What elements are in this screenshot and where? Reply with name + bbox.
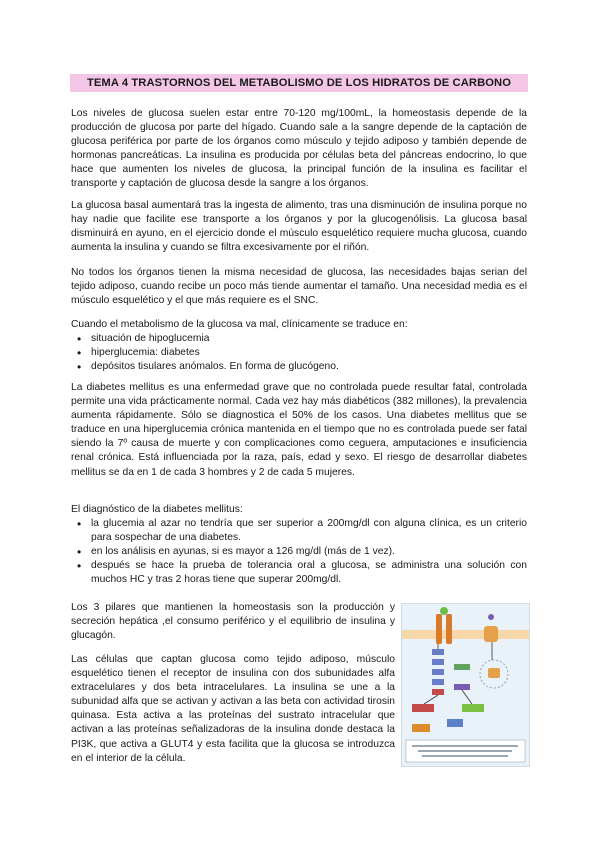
section-insulin-receptor [71, 653, 395, 766]
section-basal-glucose [71, 199, 527, 255]
list-item: • depósitos tisulares anómalos. En forma de glucógeno. [71, 360, 527, 374]
paragraph-6: El diagnóstico de la diabetes mellitus: [71, 504, 243, 515]
section-diabetes [71, 381, 527, 480]
paragraph-2: La glucosa basal aumentará tras la ingesta de alimento, tras una disminución de insulina porque no hay nadie que facilite ese transporte a los órganos y por la glucogenólisis. La glucosa basal disminuirá en ayuno, en el ejercicio donde el músculo esquelético requiere mucha glucosa, cuando aumenta la insulina y cuando se filtra excesivamente por el riñón. [71, 200, 527, 254]
list-item: • después se hace la prueba de tolerancia oral a glucosa, se administra una solución con muchos HC y tras 2 horas tiene que superar 200mg/dl. [71, 559, 527, 587]
section-clinical [71, 318, 527, 374]
section-organ-needs [71, 266, 527, 308]
section-diagnosis [71, 503, 527, 588]
insulin-pathway-diagram [402, 604, 529, 766]
list-item: • situación de hipoglucemia [71, 332, 527, 346]
page-title: TEMA 4 TRASTORNOS DEL METABOLISMO DE LOS HIDRATOS DE CARBONO [70, 74, 528, 92]
paragraph-3: No todos los órganos tienen la misma necesidad de glucosa, las necesidades bajas serian del tejido adiposo, cuando recibe un poco más tiende aumentar el tamaño. Una necesidad media es el músculo esquelético y el que más requiere es el SNC. [71, 267, 527, 307]
clinical-list [71, 332, 527, 374]
diagnosis-list [71, 517, 527, 587]
paragraph-7: Los 3 pilares que mantienen la homeostasis son la producción y secreción hepática ,el consumo periférico y el equilibrio de insulina y glucagón. [71, 602, 395, 642]
list-item: • en los análisis en ayunas, si es mayor a 126 mg/dl (más de 1 vez). [71, 545, 527, 559]
list-item: • hiperglucemia: diabetes [71, 346, 527, 360]
list-item: • la glucemia al azar no tendría que ser superior a 200mg/dl con alguna clínica, es un criterio para sospechar de una diabetes. [71, 517, 527, 545]
paragraph-1: Los niveles de glucosa suelen estar entre 70-120 mg/100mL, la homeostasis depende de la producción de glucosa por parte del hígado. Cuando sale a la sangre depende de la captación de glucosa periférica por parte de los órganos como músculo y tejido adiposo y también depende de hormonas pancreáticas. La insulina es producida por células beta del páncreas endocrino, lo que hace que aumenten los niveles de glucosa, la principal función de la insulina es facilitar el transporte y captación de glucosa desde la sangre a los órganos. [71, 108, 527, 190]
section-pillars [71, 601, 395, 643]
paragraph-8: Las células que captan glucosa como tejido adiposo, músculo esquelético tienen el receptor de insulina con dos subunidades alfa extracelulares y dos beta intracelulares. La insulina se une a la subunidad alfa que se activan y activan a las beta con actividad tirosin quinasa. Esta activa a las proteínas del sustrato intracelular que activan a las proteínas señalizadoras de la insulina donde destaca la PI3K, que activa a GLUT4 y esta facilita que la glucosa se introduzca en el interior de la célula. [71, 654, 395, 764]
paragraph-4: Cuando el metabolismo de la glucosa va mal, clínicamente se traduce en: [71, 319, 408, 330]
paragraph-5: La diabetes mellitus es una enfermedad grave que no controlada puede resultar fatal, controlada permite una vida prácticamente normal. Cada vez hay más diabéticos (382 millones), la prevalencia aumenta rápidamente. Sólo se diagnostica el 50% de los casos. Una diabetes mellitus que se traduce en una hiperglucemia crónica mantenida en el tiempo que no es controlada puede ser fatal siendo la 7º causa de muerte y con complicaciones como ceguera, amputaciones e insuficiencia renal crónica. Está influenciada por la raza, país, edad y sexo. El riesgo de desarrollar diabetes mellitus se da en 1 de cada 3 hombres y 2 de cada 5 mujeres. [71, 382, 527, 478]
section-homeostasis [71, 107, 527, 192]
insulin-signaling-figure [401, 603, 530, 767]
